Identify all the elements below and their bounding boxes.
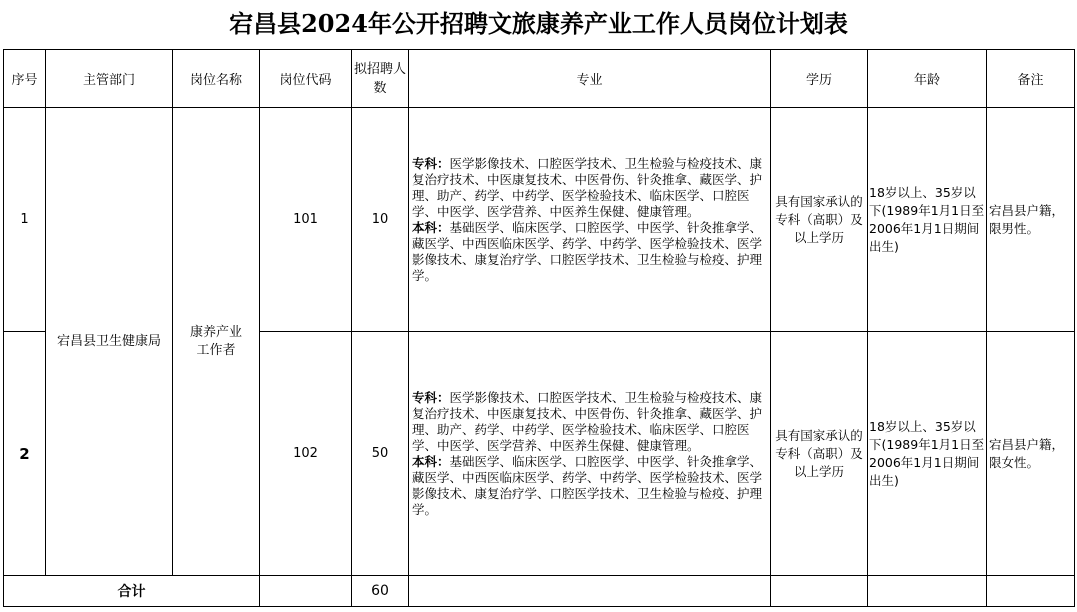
header-post: 岗位名称 xyxy=(173,50,260,108)
cell-age: 18岁以上、35岁以下(1989年1月1日至2006年1月1日期间出生) xyxy=(868,332,987,576)
major-zk-label: 专科： xyxy=(412,389,450,405)
header-edu: 学历 xyxy=(771,50,868,108)
total-empty-code xyxy=(260,576,352,607)
total-empty-note xyxy=(987,576,1075,607)
header-note: 备注 xyxy=(987,50,1075,108)
major-bk-label: 本科： xyxy=(412,219,450,235)
table-row xyxy=(4,108,1075,332)
major-bk-text: 基础医学、临床医学、口腔医学、中医学、针灸推拿学、藏医学、中西医临床医学、药学、中药学、医学检验技术、医学影像技术、康复治疗学、口腔医学技术、卫生检验与检疫、护理学。 xyxy=(412,453,763,517)
major-bk-label: 本科： xyxy=(412,453,450,469)
header-age: 年龄 xyxy=(868,50,987,108)
cell-age: 18岁以上、35岁以下(1989年1月1日至2006年1月1日期间出生) xyxy=(868,108,987,332)
cell-major xyxy=(409,332,771,576)
total-empty-age xyxy=(868,576,987,607)
total-count: 60 xyxy=(352,576,409,607)
cell-note: 宕昌县户籍，限女性。 xyxy=(987,332,1075,576)
total-label: 合计 xyxy=(4,576,260,607)
header-dept: 主管部门 xyxy=(46,50,173,108)
major-zk-text: 医学影像技术、口腔医学技术、卫生检验与检疫技术、康复治疗技术、中医康复技术、中医骨伤、针灸推拿、藏医学、护理、助产、药学、中药学、医学检验技术、临床医学、口腔医学、中医学、医学营养、中医养生保健、健康管理。 xyxy=(412,155,763,219)
cell-edu: 具有国家承认的专科（高职）及以上学历 xyxy=(771,332,868,576)
major-bk-text: 基础医学、临床医学、口腔医学、中医学、针灸推拿学、藏医学、中西医临床医学、药学、中药学、医学检验技术、医学影像技术、康复治疗学、口腔医学技术、卫生检验与检疫、护理学。 xyxy=(412,219,763,283)
header-seq: 序号 xyxy=(4,50,46,108)
total-row xyxy=(4,576,1075,607)
major-zk-text: 医学影像技术、口腔医学技术、卫生检验与检疫技术、康复治疗技术、中医康复技术、中医骨伤、针灸推拿、藏医学、护理、助产、药学、中药学、医学检验技术、临床医学、口腔医学、中医学、医学营养、中医养生保健、健康管理。 xyxy=(412,389,763,453)
cell-count: 50 xyxy=(352,332,409,576)
cell-count: 10 xyxy=(352,108,409,332)
total-empty-edu xyxy=(771,576,868,607)
position-plan-table xyxy=(3,49,1075,607)
header-count: 拟招聘人数 xyxy=(352,50,409,108)
cell-edu: 具有国家承认的专科（高职）及以上学历 xyxy=(771,108,868,332)
cell-post: 康养产业工作者 xyxy=(173,108,260,576)
cell-note: 宕昌县户籍，限男性。 xyxy=(987,108,1075,332)
major-zk-label: 专科： xyxy=(412,155,450,171)
cell-dept: 宕昌县卫生健康局 xyxy=(46,108,173,576)
cell-major xyxy=(409,108,771,332)
header-major: 专业 xyxy=(409,50,771,108)
cell-code: 102 xyxy=(260,332,352,576)
header-code: 岗位代码 xyxy=(260,50,352,108)
page-title: 宕昌县2024年公开招聘文旅康养产业工作人员岗位计划表 xyxy=(229,9,848,38)
cell-seq: 1 xyxy=(4,108,46,332)
header-row xyxy=(4,50,1075,108)
cell-code: 101 xyxy=(260,108,352,332)
cell-seq: 2 xyxy=(4,332,46,576)
total-empty-major xyxy=(409,576,771,607)
